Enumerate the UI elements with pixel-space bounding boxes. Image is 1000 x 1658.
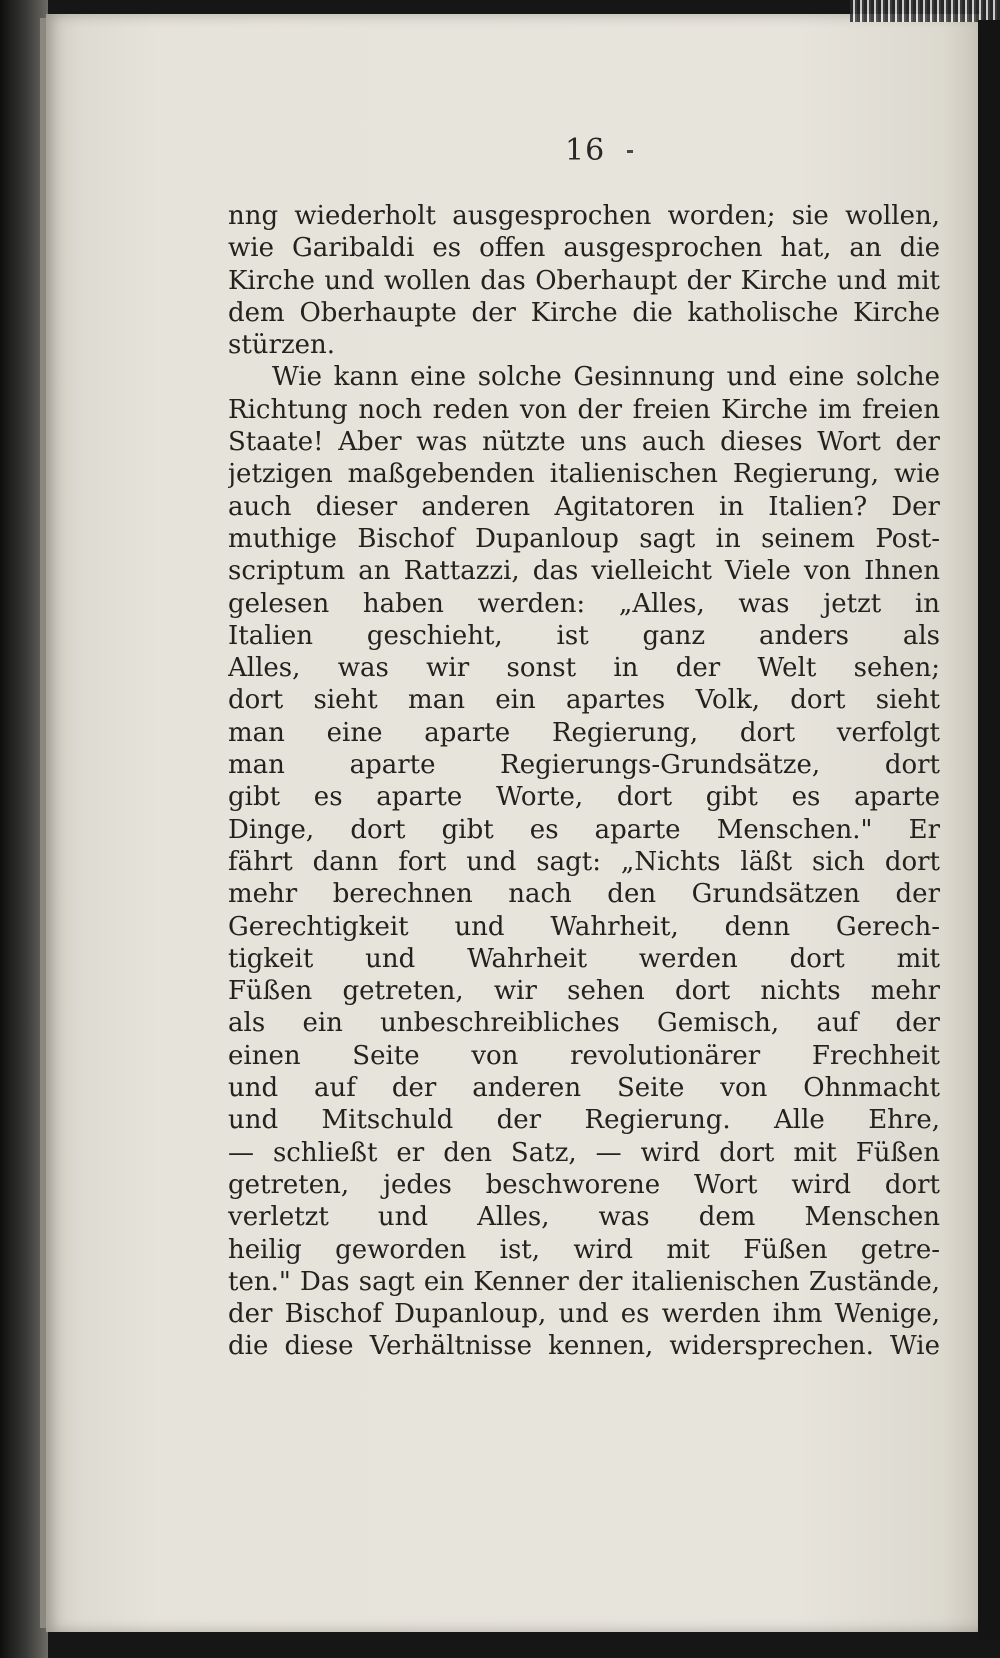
text-line: Füßen getreten, wir sehen dort nichts mehr [228, 976, 940, 1007]
text-line: getreten, jedes beschworene Wort wird dort [228, 1169, 940, 1200]
body-text [228, 200, 940, 1363]
text-line: gibt es aparte Worte, dort gibt es aparte [228, 782, 940, 813]
text-line: einen Seite von revolutionärer Frechheit [228, 1040, 940, 1071]
text-line: jetzigen maßgebenden italienischen Regierung, wie [228, 459, 940, 490]
text-line: — schließt er den Satz, — wird dort mit Füßen [228, 1137, 940, 1168]
text-line: dort sieht man ein apartes Volk, dort sieht [228, 685, 940, 716]
text-line: Gerechtigkeit und Wahrheit, denn Gerech- [228, 911, 940, 942]
page-number: 16 [565, 133, 606, 168]
color-calibration-strip [850, 0, 1000, 22]
text-line: scriptum an Rattazzi, das vielleicht Viele von Ihnen [228, 556, 940, 587]
page-number-mark [627, 150, 633, 153]
text-line: der Bischof Dupanloup, und es werden ihm Wenige, [228, 1299, 940, 1330]
text-line: Wie kann eine solche Gesinnung und eine solche [272, 362, 940, 393]
text-line: und Mitschuld der Regierung. Alle Ehre, [228, 1105, 940, 1136]
text-line: Staate! Aber was nützte uns auch dieses Wort der [228, 427, 940, 458]
text-line: muthige Bischof Dupanloup sagt in seinem Post- [228, 523, 940, 554]
text-line: Alles, was wir sonst in der Welt sehen; [228, 653, 940, 684]
text-line: nng wiederholt ausgesprochen worden; sie wollen, [228, 201, 940, 231]
text-line: gelesen haben werden: „Alles, was jetzt in [228, 588, 940, 619]
text-line: auch dieser anderen Agitatoren in Italien? Der [228, 491, 940, 522]
scan-background-edge [978, 20, 1000, 1640]
text-line: Richtung noch reden von der freien Kirche im freien [228, 394, 940, 425]
text-line: tigkeit und Wahrheit werden dort mit [228, 943, 940, 974]
text-line: heilig geworden ist, wird mit Füßen getre- [228, 1234, 940, 1265]
text-line: stürzen. [228, 330, 336, 361]
text-line: Dinge, dort gibt es aparte Menschen." Er [228, 814, 940, 845]
text-line: als ein unbeschreibliches Gemisch, auf der [228, 1008, 940, 1039]
text-line: verletzt und Alles, was dem Menschen [228, 1202, 940, 1233]
text-line: die diese Verhältnisse kennen, widersprechen. Wie [228, 1331, 940, 1362]
text-line: wie Garibaldi es offen ausgesprochen hat, an die [228, 233, 940, 264]
text-line: Italien geschieht, ist ganz anders als [228, 620, 940, 651]
text-line: dem Oberhaupte der Kirche die katholische Kirche [228, 297, 940, 328]
text-line: man eine aparte Regierung, dort verfolgt [228, 717, 940, 748]
text-line: ten." Das sagt ein Kenner der italienischen Zustände, [228, 1266, 940, 1297]
text-line: mehr berechnen nach den Grundsätzen der [228, 879, 940, 910]
text-line: und auf der anderen Seite von Ohnmacht [228, 1073, 940, 1104]
text-line: man aparte Regierungs-Grundsätze, dort [228, 750, 940, 781]
text-line: Kirche und wollen das Oberhaupt der Kirche und mit [228, 265, 940, 296]
text-line: fährt dann fort und sagt: „Nichts läßt sich dort [228, 846, 940, 877]
